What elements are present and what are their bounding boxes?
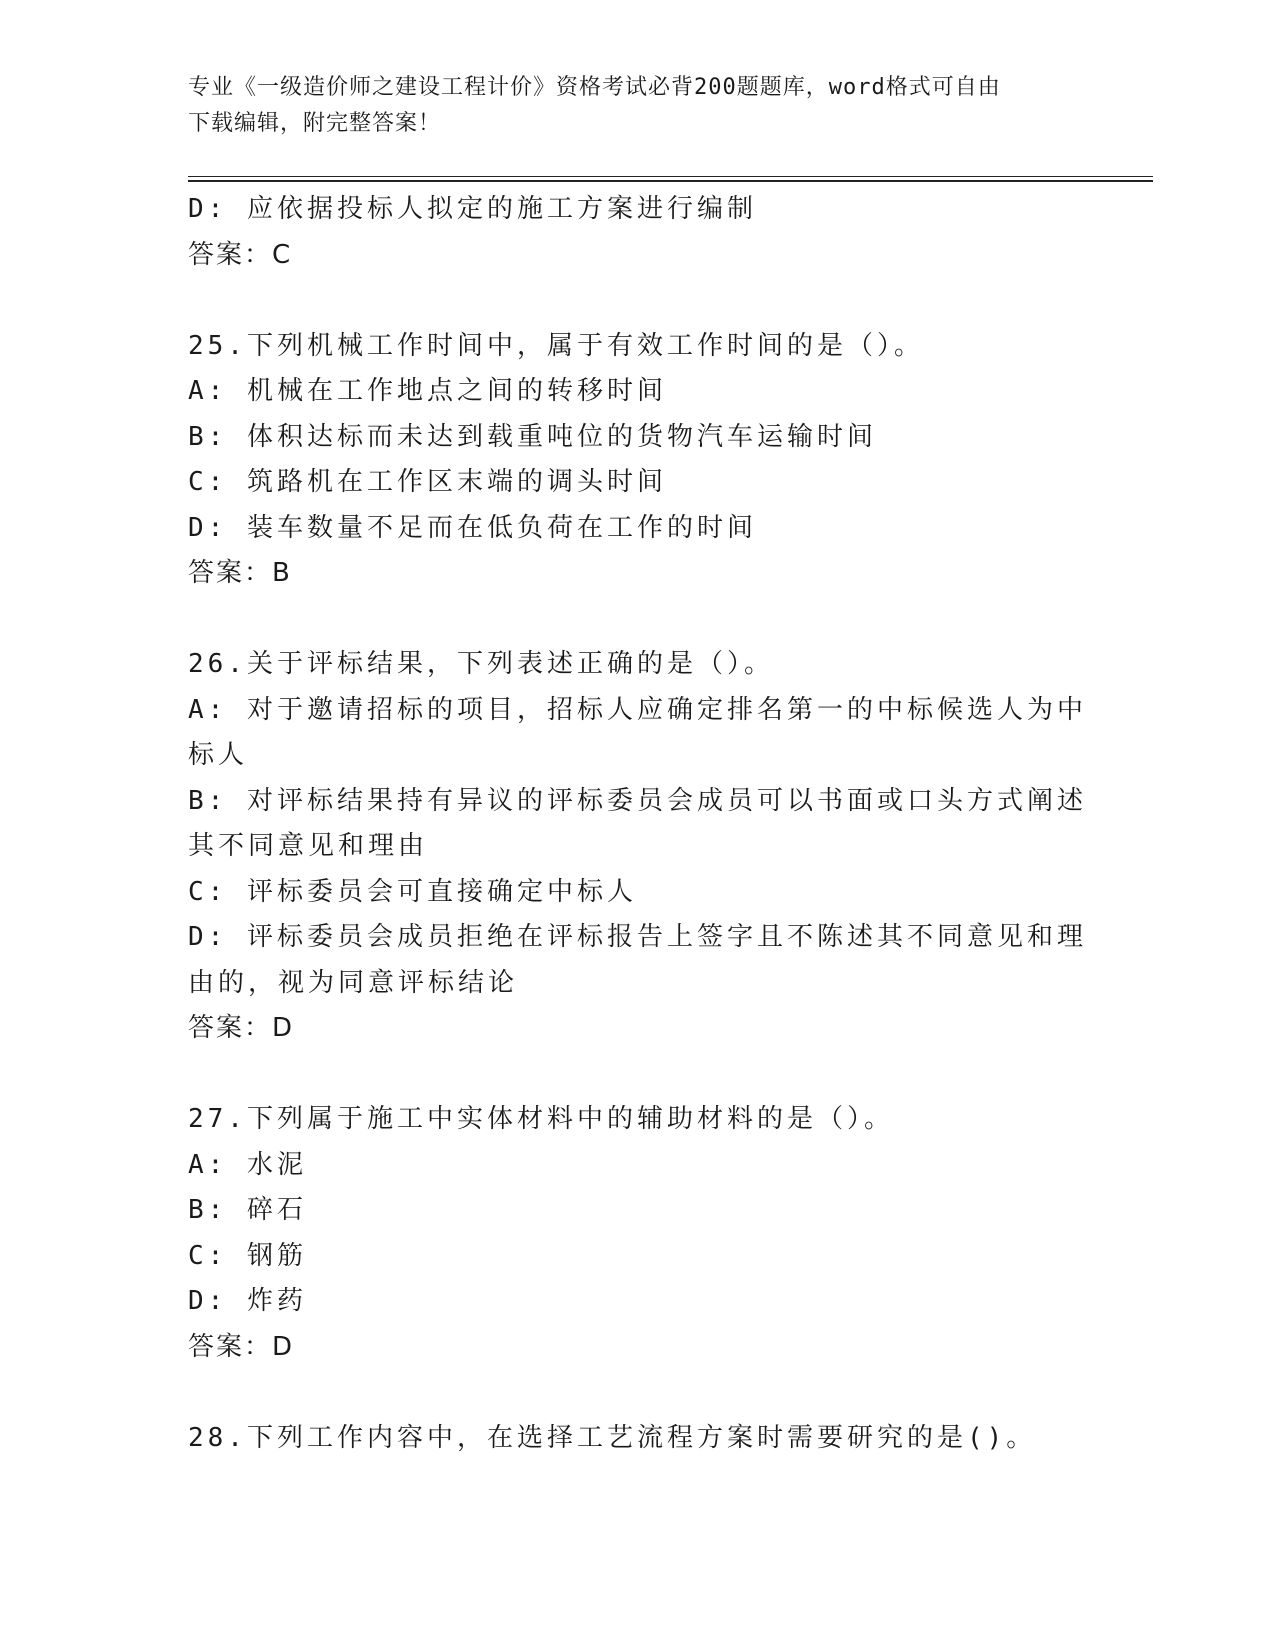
option-d: D: 评标委员会成员拒绝在评标报告上签字且不陈述其不同意见和理由的，视为同意评标结论: [188, 922, 1087, 998]
option-c: C: 钢筋: [188, 1240, 307, 1271]
question-title: 25.下列机械工作时间中，属于有效工作时间的是（）。: [188, 330, 924, 361]
document-header: [188, 70, 1068, 142]
option-a: A: 对于邀请招标的项目，招标人应确定排名第一的中标候选人为中标人: [188, 694, 1087, 770]
question-28: [188, 1416, 1088, 1462]
option-d: D: 装车数量不足而在低负荷在工作的时间: [188, 512, 757, 543]
option-a: A: 机械在工作地点之间的转移时间: [188, 376, 667, 406]
question-title: 27.下列属于施工中实体材料中的辅助材料的是（）。: [188, 1104, 894, 1134]
question-list: [188, 187, 1088, 1461]
header-line-2: 下载编辑，附完整答案！: [188, 111, 442, 136]
answer-line: 答案：D: [188, 1013, 295, 1043]
answer-line: 答案：D: [188, 1331, 295, 1362]
option-b: B: 体积达标而未达到载重吨位的货物汽车运输时间: [188, 421, 877, 452]
option-b: B: 碎石: [188, 1195, 307, 1225]
option-c: C: 筑路机在工作区末端的调头时间: [188, 467, 667, 497]
header-divider-thick: [188, 180, 1153, 182]
question-title: 28.下列工作内容中，在选择工艺流程方案时需要研究的是()。: [188, 1422, 1037, 1453]
answer-line: 答案：B: [188, 558, 292, 588]
question-25: [188, 324, 1088, 597]
option-d: D: 炸药: [188, 1286, 307, 1316]
option-d: D: 应依据投标人拟定的施工方案进行编制: [188, 194, 757, 224]
question-26: [188, 642, 1088, 1052]
option-c: C: 评标委员会可直接确定中标人: [188, 876, 637, 907]
answer-line: 答案：C: [188, 239, 293, 270]
option-b: B: 对评标结果持有异议的评标委员会成员可以书面或口头方式阐述其不同意见和理由: [188, 785, 1087, 861]
question-27: [188, 1097, 1088, 1370]
header-line-1: 专业《一级造价师之建设工程计价》资格考试必背200题题库，word格式可自由: [188, 75, 1001, 100]
question-title: 26.关于评标结果，下列表述正确的是（）。: [188, 649, 774, 679]
option-a: A: 水泥: [188, 1149, 307, 1180]
header-divider-thin: [188, 176, 1153, 177]
